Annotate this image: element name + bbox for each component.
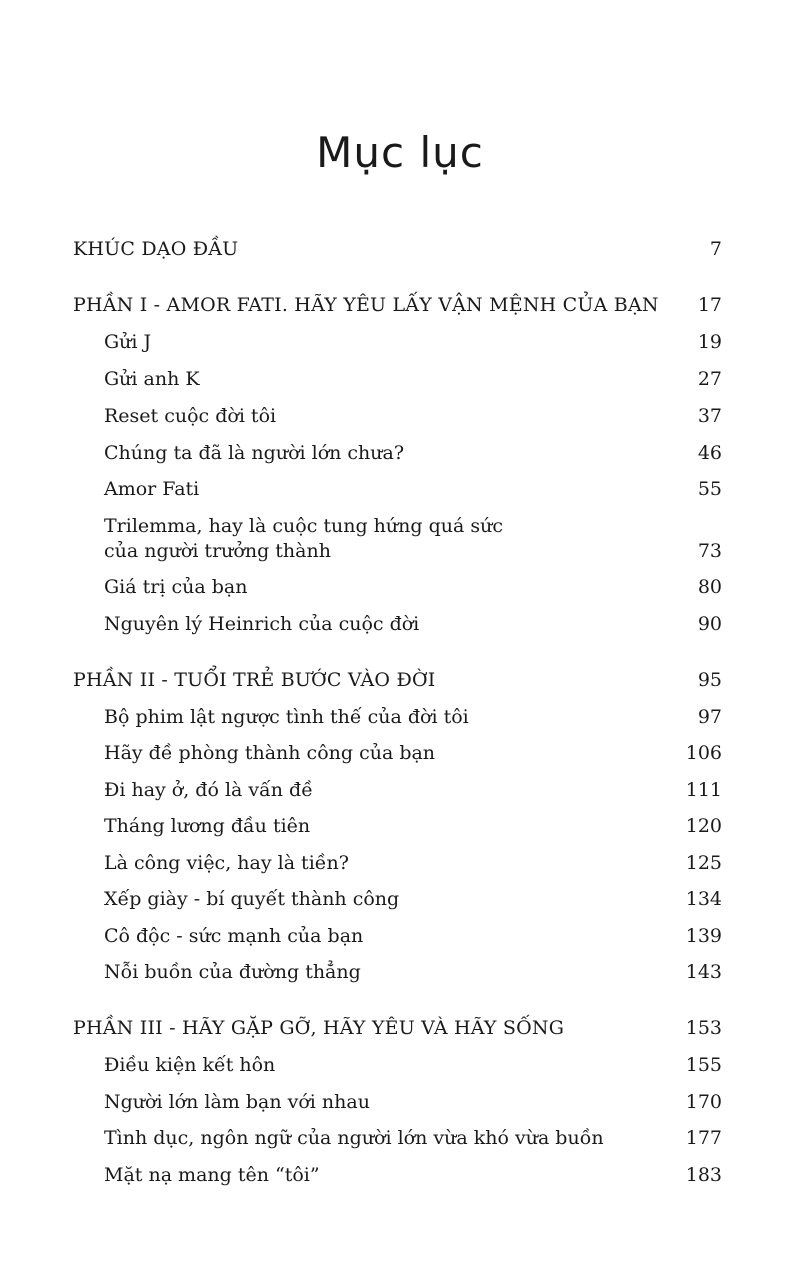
- page-title: Mục lục: [316, 128, 484, 177]
- entry-label: Nỗi buồn của đường thẳng: [104, 961, 361, 983]
- entry-page: 73: [697, 540, 722, 562]
- entry-page: 170: [685, 1091, 722, 1113]
- entry-label: Tháng lương đầu tiên: [104, 815, 311, 837]
- entry-label: KHÚC DẠO ĐẦU: [73, 238, 239, 260]
- entry-label: Đi hay ở, đó là vấn đề: [104, 779, 313, 801]
- entry-page: 55: [697, 478, 722, 500]
- entry-page: 106: [685, 742, 722, 764]
- section-page: 153: [685, 1017, 722, 1039]
- entry-label: Giá trị của bạn: [104, 576, 248, 598]
- section-page: 95: [697, 669, 722, 691]
- section-label: PHẦN II - TUỔI TRẺ BƯỚC VÀO ĐỜI: [73, 669, 436, 691]
- entry-label: Điều kiện kết hôn: [104, 1054, 276, 1076]
- entry-label: Là công việc, hay là tiền?: [104, 852, 349, 874]
- entry-label: Amor Fati: [104, 478, 200, 500]
- section-label: PHẦN I - AMOR FATI. HÃY YÊU LẤY VẬN MỆNH CỦA BẠN: [73, 294, 659, 316]
- entry-label: Hãy đề phòng thành công của bạn: [104, 742, 436, 764]
- entry-page: 80: [697, 576, 722, 598]
- entry-label: Mặt nạ mang tên “tôi”: [104, 1164, 320, 1186]
- entry-page: 125: [685, 852, 722, 874]
- entry-label: Tình dục, ngôn ngữ của người lớn vừa khó vừa buồn: [104, 1127, 604, 1149]
- entry-label: Gửi J: [104, 331, 152, 353]
- entry-label: Reset cuộc đời tôi: [104, 405, 277, 427]
- entry-page: 46: [697, 442, 722, 464]
- entry-page: 7: [709, 238, 722, 260]
- entry-label: Chúng ta đã là người lớn chưa?: [104, 442, 405, 464]
- entry-page: 90: [697, 613, 722, 635]
- entry-page: 120: [685, 815, 722, 837]
- entry-label: Nguyên lý Heinrich của cuộc đời: [104, 613, 420, 635]
- entry-page: 97: [697, 706, 722, 728]
- entry-label: Người lớn làm bạn với nhau: [104, 1091, 370, 1113]
- entry-page: 143: [685, 961, 722, 983]
- entry-page: 19: [697, 331, 722, 353]
- entry-page: 177: [685, 1127, 722, 1149]
- entry-page: 27: [697, 368, 722, 390]
- entry-page: 155: [685, 1054, 722, 1076]
- entry-label-line-2: của người trưởng thành: [104, 540, 331, 562]
- entry-label: Gửi anh K: [104, 368, 200, 390]
- entry-page: 111: [685, 779, 722, 801]
- section-label: PHẦN III - HÃY GẶP GỠ, HÃY YÊU VÀ HÃY SỐNG: [73, 1017, 565, 1039]
- entry-label: Trilemma, hay là cuộc tung hứng quá sức: [104, 515, 503, 537]
- entry-label: Bộ phim lật ngược tình thế của đời tôi: [104, 706, 469, 728]
- entry-page: 183: [685, 1164, 722, 1186]
- entry-label: Cô độc - sức mạnh của bạn: [104, 925, 364, 947]
- entry-page: 134: [685, 888, 722, 910]
- entry-page: 139: [685, 925, 722, 947]
- entry-page: 37: [697, 405, 722, 427]
- section-page: 17: [697, 294, 722, 316]
- entry-label: Xếp giày - bí quyết thành công: [104, 888, 400, 910]
